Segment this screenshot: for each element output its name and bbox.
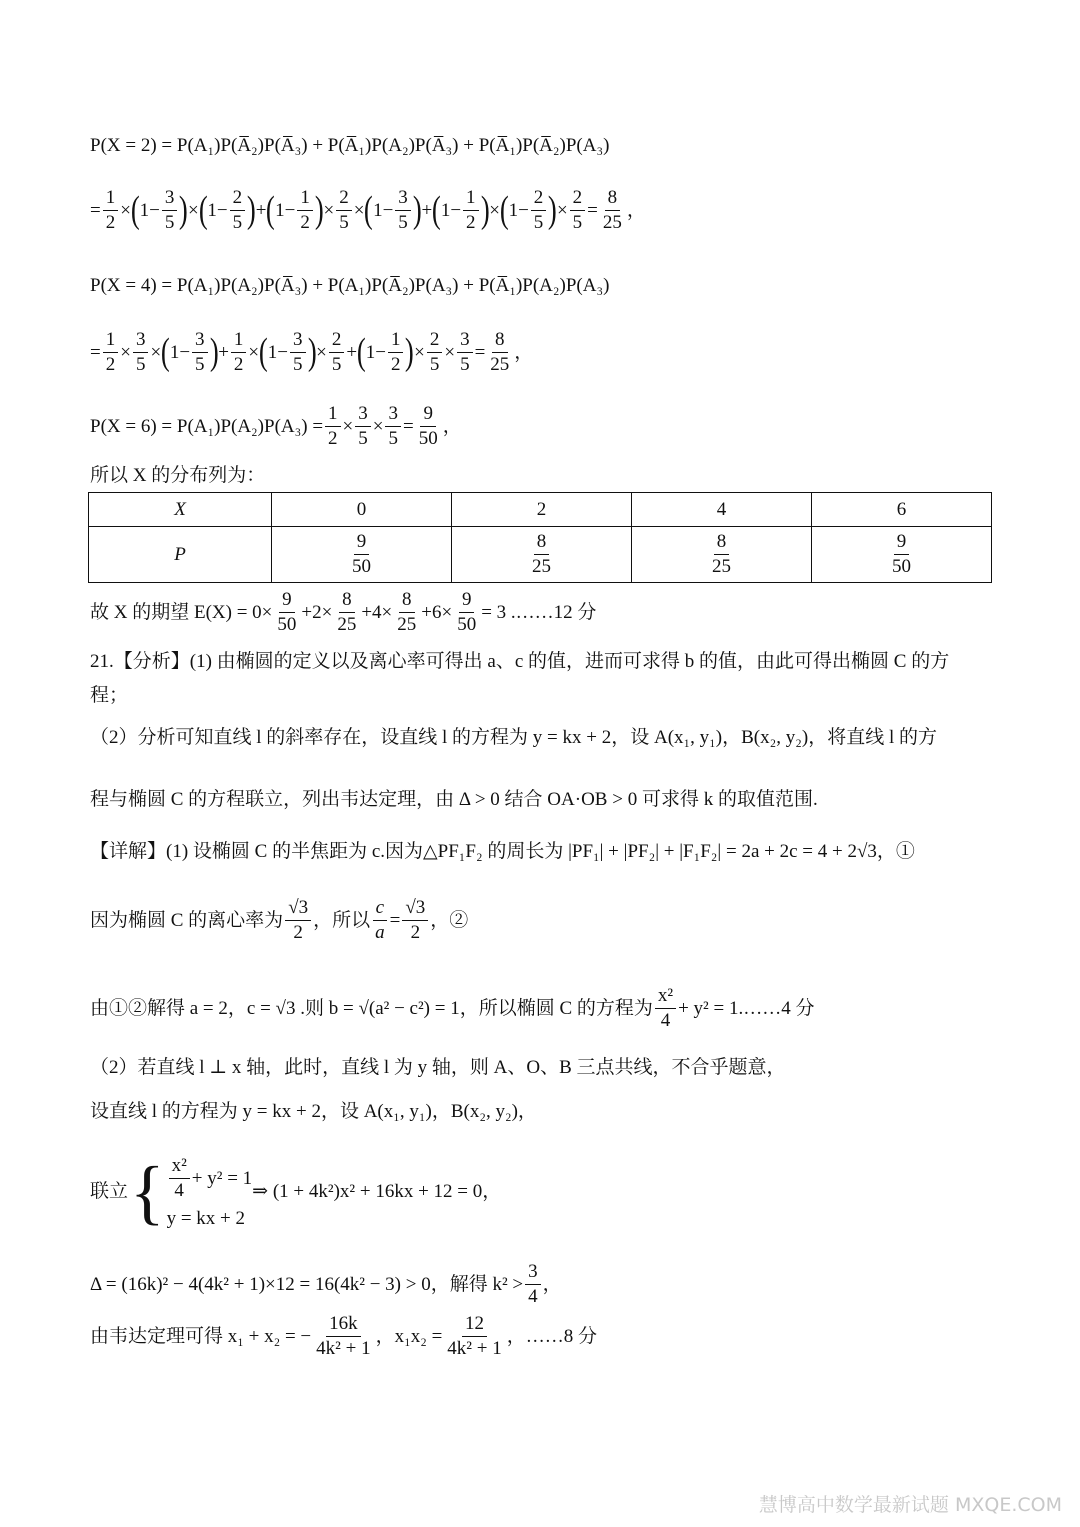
fraction: $\frac{√3}{2}$ bbox=[285, 898, 311, 943]
table-cell: 2 bbox=[452, 493, 632, 527]
fraction: $\frac{3}{5}$ bbox=[192, 330, 208, 375]
fraction: $\frac{8}{25}$ bbox=[337, 589, 357, 635]
detail-line4: （2）若直线 l ⊥ x 轴，此时，直线 l 为 y 轴，则 A、O、B 三点共线，不合乎题意， bbox=[90, 1057, 786, 1078]
fraction: $\frac{3}{5}$ bbox=[133, 330, 149, 375]
table-cell: $\frac{9}{50}$ bbox=[812, 527, 992, 583]
watermark: 慧博高中数学最新试题 MXQE.COM bbox=[758, 1494, 1062, 1516]
table-header-p: P bbox=[89, 527, 272, 583]
detail-line2: 因为椭圆 C 的离心率为 $\frac{√3}{2}$ ，所以 $\frac{c}{a}$ = $\frac{√3}{2}$ ，② bbox=[90, 897, 469, 943]
fraction: $\frac{1}{2}$ bbox=[388, 330, 404, 375]
q21-analysis-line4: 程与椭圆 C 的方程联立，列出韦达定理，由 Δ > 0 结合 OA·OB > 0 可求得 k 的取值范围. bbox=[90, 789, 818, 810]
fraction: $\frac{3}{5}$ bbox=[355, 404, 371, 449]
fraction: $\frac{8}{25}$ bbox=[602, 187, 622, 233]
expectation-line: 故 X 的期望 E(X) = 0× $\frac{9}{50}$ +2× $\frac{8}{25}$ +4× $\frac{8}{25}$ +6× $\frac{9}{50}$ = 3 .……12 分 bbox=[90, 589, 597, 635]
fraction: $\frac{√3}{2}$ bbox=[402, 898, 428, 943]
fraction: $\frac{\text{x²}}{4}$ bbox=[169, 1156, 190, 1201]
fraction: $\frac{16k}{\text{4k² + 1}}$ bbox=[316, 1313, 371, 1359]
fraction: $\frac{1}{2}$ bbox=[297, 188, 313, 233]
fraction: $\frac{3}{5}$ bbox=[290, 330, 306, 375]
q21-analysis-line3: （2）分析可知直线 l 的斜率存在，设直线 l 的方程为 y = kx + 2，设 A(x₁, y₁)，B(x₂, y₂)，将直线 l 的方 bbox=[90, 727, 937, 748]
p-x2-definition: P(X = 2) = P(A₁)P(A̅₂)P(A̅₃) + P(A̅₁)P(A₂)P(A̅₃) + P(A̅₁)P(A̅₂)P(A₃) bbox=[90, 135, 610, 156]
table-cell: $\frac{8}{25}$ bbox=[632, 527, 812, 583]
fraction: $\frac{2}{5}$ bbox=[570, 188, 586, 233]
fraction: $\frac{1}{2}$ bbox=[325, 404, 341, 449]
table-cell: 0 bbox=[272, 493, 452, 527]
fraction: $\frac{c}{a}$ bbox=[372, 898, 388, 943]
fraction: $\frac{3}{5}$ bbox=[395, 188, 411, 233]
fraction: $\frac{2}{5}$ bbox=[230, 188, 246, 233]
fraction: $\frac{3}{4}$ bbox=[525, 1262, 541, 1307]
q21-analysis-line1: 21.【分析】(1) 由椭圆的定义以及离心率可得出 a、c 的值，进而可求得 b 的值，由此可得出椭圆 C 的方 bbox=[90, 651, 950, 672]
fraction: $\frac{2}{5}$ bbox=[336, 188, 352, 233]
equation-system: 联立 { $\frac{\text{x²}}{4}$ + y² = 1 y = kx + 2 ⇒ (1 + 4k²)x² + 16kx + 12 = 0， bbox=[90, 1151, 502, 1232]
detail-line5: 设直线 l 的方程为 y = kx + 2，设 A(x₁, y₁)，B(x₂, y₂)， bbox=[90, 1101, 537, 1122]
fraction: $\frac{2}{5}$ bbox=[427, 330, 443, 375]
q21-analysis-line2: 程； bbox=[90, 685, 129, 706]
fraction: $\frac{\text{x²}}{4}$ bbox=[655, 986, 676, 1031]
fraction: $\frac{2}{5}$ bbox=[329, 330, 345, 375]
p-x6-calculation: P(X = 6) = P(A₁)P(A₂)P(A₃) = $\frac{1}{2}$ × $\frac{3}{5}$ × $\frac{3}{5}$ = $\frac{9}{50}$ ， bbox=[90, 403, 462, 449]
fraction: $\frac{8}{25}$ bbox=[397, 589, 417, 635]
table-header-x: X bbox=[89, 493, 272, 527]
table-cell: 6 bbox=[812, 493, 992, 527]
table-cell: $\frac{8}{25}$ bbox=[452, 527, 632, 583]
table-row bbox=[89, 527, 992, 583]
fraction: $\frac{1}{2}$ bbox=[103, 188, 119, 233]
fraction: $\frac{3}{5}$ bbox=[385, 404, 401, 449]
fraction: $\frac{1}{2}$ bbox=[231, 330, 247, 375]
fraction: $\frac{3}{5}$ bbox=[162, 188, 178, 233]
fraction: $\frac{1}{2}$ bbox=[463, 188, 479, 233]
table-row bbox=[89, 493, 992, 527]
fraction: $\frac{8}{25}$ bbox=[490, 329, 510, 375]
fraction: $\frac{3}{5}$ bbox=[457, 330, 473, 375]
delta-line: Δ = (16k)² − 4(4k² + 1)×12 = 16(4k² − 3) > 0，解得 k² > $\frac{3}{4}$ ， bbox=[90, 1261, 562, 1307]
fraction: $\frac{12}{\text{4k² + 1}}$ bbox=[447, 1313, 502, 1359]
p-x2-calculation: = $\frac{1}{2}$ × ( 1− $\frac{3}{5}$ ) × ( 1− $\frac{2}{5}$ ) + ( 1− $\frac{1}{2}$ ) × $\frac{2}{5}$ × ( 1− $\frac{3}{5}$ ) + ( 1− $\frac{1}{2}$ ) × ( 1− $\frac{2}{5}$ ) × $\frac{2}{5}$ = $\frac{8}{25}$ ， bbox=[90, 187, 646, 233]
brace-icon: { bbox=[130, 1151, 165, 1232]
fraction: $\frac{1}{2}$ bbox=[103, 330, 119, 375]
table-cell: $\frac{9}{50}$ bbox=[272, 527, 452, 583]
p-x4-calculation: = $\frac{1}{2}$ × $\frac{3}{5}$ × ( 1− $\frac{3}{5}$ ) + $\frac{1}{2}$ × ( 1− $\frac{3}{5}$ ) × $\frac{2}{5}$ + ( 1− $\frac{1}{2}$ ) × $\frac{2}{5}$ × $\frac{3}{5}$ = $\frac{8}{25}$ ， bbox=[90, 329, 534, 375]
table-cell: 4 bbox=[632, 493, 812, 527]
fraction: $\frac{9}{50}$ bbox=[418, 403, 438, 449]
fraction: $\frac{2}{5}$ bbox=[531, 188, 547, 233]
detail-line3: 由①②解得 a = 2，c = √3 .则 b = √(a² − c²) = 1，所以椭圆 C 的方程为 $\frac{\text{x²}}{4}$ + y² = 1.……4 分 bbox=[90, 985, 815, 1031]
fraction: $\frac{9}{50}$ bbox=[457, 589, 477, 635]
fraction: $\frac{9}{50}$ bbox=[277, 589, 297, 635]
p-x4-definition: P(X = 4) = P(A₁)P(A₂)P(A̅₃) + P(A₁)P(A̅₂)P(A₃) + P(A̅₁)P(A₂)P(A₃) bbox=[90, 275, 610, 296]
vieta-line: 由韦达定理可得 x₁ + x₂ = − $\frac{16k}{\text{4k² + 1}}$ ，x₁x₂ = $\frac{12}{\text{4k² + 1}}$ ，……8 分 bbox=[90, 1313, 597, 1359]
distribution-table bbox=[88, 492, 992, 583]
distribution-intro: 所以 X 的分布列为： bbox=[90, 465, 266, 486]
detail-line1: 【详解】(1) 设椭圆 C 的半焦距为 c.因为△PF₁F₂ 的周长为 |PF₁| + |PF₂| + |F₁F₂| = 2a + 2c = 4 + 2√3，① bbox=[90, 841, 915, 862]
